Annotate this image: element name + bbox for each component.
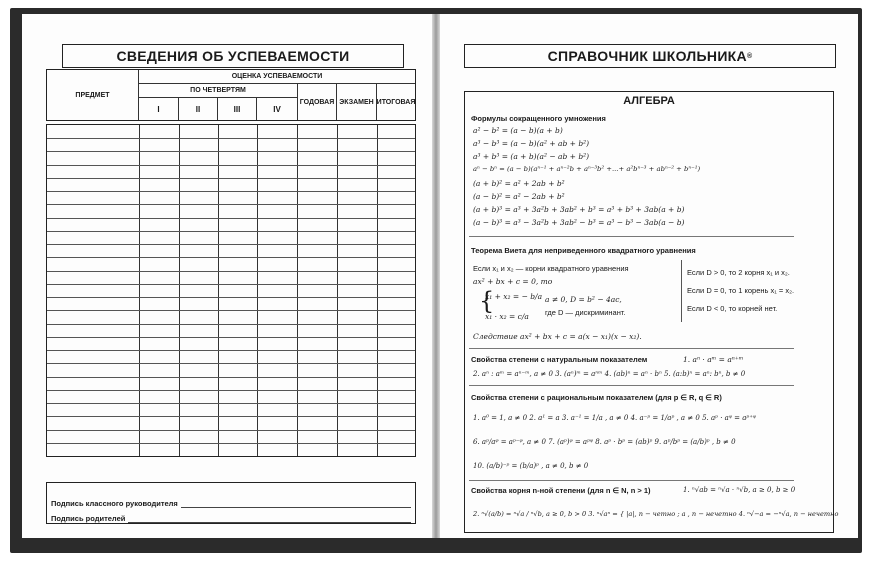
grid-row-line	[47, 151, 415, 152]
subject-header: ПРЕДМЕТ	[47, 70, 139, 120]
grid-row-line	[47, 310, 415, 311]
quarter-3: III	[218, 98, 257, 120]
final-header: ИТОГОВАЯ	[376, 98, 416, 106]
formula-7: (a + b)³ = a³ + 3a²b + 3ab² + b³ = a³ + b³ + 3ab(a + b)	[473, 205, 685, 214]
grid-row-line	[47, 231, 415, 232]
grid-row-line	[47, 377, 415, 378]
divider-4	[469, 480, 794, 481]
grid-column-line	[257, 125, 258, 456]
algebra-title: АЛГЕБРА	[623, 95, 675, 107]
vieta-sum: x₁ + x₂ = − b/a	[485, 292, 543, 301]
root-property-1: 1. ⁿ√ab = ⁿ√a · ⁿ√b, a ≥ 0, b ≥ 0	[683, 486, 796, 494]
parents-signature-line[interactable]	[128, 514, 411, 523]
grid-row-line	[47, 390, 415, 391]
vieta-divider	[681, 260, 682, 322]
teacher-signature-label: Подпись классного руководителя	[51, 499, 178, 508]
formula-1: a² − b² = (a − b)(a + b)	[473, 126, 563, 135]
grid-column-line	[218, 125, 219, 456]
vieta-discriminant: где D — дискриминант.	[545, 308, 626, 317]
right-page	[440, 14, 858, 538]
natural-power-1: 1. aⁿ · aᵐ = aⁿ⁺ᵐ	[683, 355, 744, 364]
grades-grid[interactable]	[46, 124, 416, 457]
grades-title: СВЕДЕНИЯ ОБ УСПЕВАЕМОСТИ	[62, 44, 404, 68]
parents-signature-label: Подпись родителей	[51, 514, 126, 523]
formula-2: a³ − b³ = (a − b)(a² + ab + b²)	[473, 139, 590, 148]
divider-2	[469, 348, 794, 349]
heading-natural-powers: Свойства степени с натуральным показателем	[471, 355, 648, 364]
algebra-panel	[464, 91, 839, 533]
vieta-line-1: Если x₁ и x₂ — корни квадратного уравнения	[473, 264, 629, 273]
heading-short-mult: Формулы сокращенного умножения	[471, 114, 606, 123]
vieta-corollary: Следствие ax² + bx + c = a(x − x₁)(x − x₂).	[473, 332, 642, 341]
grid-row-line	[47, 271, 415, 272]
quarter-1: I	[139, 98, 179, 120]
grid-row-line	[47, 297, 415, 298]
grid-column-line	[179, 125, 180, 456]
grid-row-line	[47, 218, 415, 219]
grid-row-line	[47, 244, 415, 245]
grid-row-line	[47, 337, 415, 338]
rational-powers-6-9: 6. aᵖ/aᵠ = aᵖ⁻ᵠ, a ≠ 0 7. (aᵖ)ᵠ = aᵖᵠ 8. aᵖ · bᵖ = (ab)ᵖ 9. aᵖ/bᵖ = (a/b)ᵖ , b ≠ 0	[473, 438, 736, 446]
divider-3	[469, 385, 794, 386]
left-page	[22, 14, 432, 538]
grid-row-line	[47, 138, 415, 139]
formula-6: (a − b)² = a² − 2ab + b²	[473, 192, 565, 201]
natural-powers-2-5: 2. aⁿ : aᵐ = aⁿ⁻ᵐ, a ≠ 0 3. (aⁿ)ᵐ = aⁿᵐ 4. (ab)ⁿ = aⁿ · bⁿ 5. (a:b)ⁿ = aⁿ: bⁿ, b ≠ 0	[473, 370, 746, 378]
vieta-condition: a ≠ 0, D = b² − 4ac,	[545, 295, 622, 304]
formula-3: a³ + b³ = (a + b)(a² − ab + b²)	[473, 152, 590, 161]
exam-header: ЭКЗАМЕН	[337, 84, 377, 120]
grid-row-line	[47, 204, 415, 205]
book-spine	[432, 14, 440, 538]
year-header: ГОДОВАЯ	[297, 84, 337, 120]
quarters-header: ПО ЧЕТВЕРТЯМ	[139, 84, 297, 98]
heading-vieta: Теорема Виета для неприведенного квадратного уравнения	[471, 246, 696, 255]
grid-row-line	[47, 324, 415, 325]
grid-row-line	[47, 284, 415, 285]
grid-column-line	[139, 125, 140, 456]
quarter-2: II	[179, 98, 218, 120]
rational-powers-1-5: 1. a⁰ = 1, a ≠ 0 2. a¹ = a 3. a⁻¹ = 1/a , a ≠ 0 4. a⁻ᵖ = 1/aᵖ , a ≠ 0 5. aᵖ · aᵠ = aᵖ⁺ᵠ	[473, 414, 756, 422]
vieta-brace: {	[479, 287, 495, 315]
signatures-box	[46, 482, 416, 524]
heading-rational-powers: Свойства степени с рациональным показателем (для p ∈ R, q ∈ R)	[471, 393, 722, 402]
registered-mark: ®	[746, 52, 753, 60]
grid-row-line	[47, 443, 415, 444]
quarter-4: IV	[273, 104, 281, 114]
root-properties-2-4: 2. ⁿ√(a/b) = ⁿ√a / ⁿ√b, a ≥ 0, b > 0 3. ⁿ√aⁿ = { |a|, n − четно ; a , n − нечетно 4. ⁿ√−a = −ⁿ√a, n − нечетно	[473, 510, 839, 518]
grid-row-line	[47, 257, 415, 258]
rational-power-10: 10. (a/b)⁻ᵖ = (b/a)ᵖ , a ≠ 0, b ≠ 0	[473, 462, 589, 470]
vieta-line-2: ax² + bx + c = 0, то	[473, 277, 553, 286]
d-zero: Если D = 0, то 1 корень x₁ = x₂.	[687, 286, 795, 295]
heading-roots: Свойства корня n-ной степени (для n ∈ N, n > 1)	[471, 486, 651, 495]
grid-row-line	[47, 191, 415, 192]
d-negative: Если D < 0, то корней нет.	[687, 304, 778, 313]
formula-4: aⁿ − bⁿ = (a − b)(aⁿ⁻¹ + aⁿ⁻²b + aⁿ⁻³b² +...+ a²bⁿ⁻³ + abⁿ⁻² + bⁿ⁻¹)	[473, 165, 701, 173]
grid-column-line	[377, 125, 378, 456]
grid-row-line	[47, 403, 415, 404]
formula-8: (a − b)³ = a³ − 3a²b + 3ab² − b³ = a³ − b³ − 3ab(a − b)	[473, 218, 685, 227]
grid-row-line	[47, 165, 415, 166]
grid-row-line	[47, 416, 415, 417]
reference-title	[464, 44, 836, 68]
grades-header-label: ОЦЕНКА УСПЕВАЕМОСТИ	[139, 70, 415, 84]
d-positive: Если D > 0, то 2 корня x₁ и x₂.	[687, 268, 790, 277]
divider-1	[469, 236, 794, 237]
grid-row-line	[47, 363, 415, 364]
grid-row-line	[47, 350, 415, 351]
reference-title-text: СПРАВОЧНИК ШКОЛЬНИКА	[547, 48, 747, 64]
grid-column-line	[337, 125, 338, 456]
vieta-product: x₁ · x₂ = c/a	[485, 312, 529, 321]
grid-column-line	[297, 125, 298, 456]
formula-5: (a + b)² = a² + 2ab + b²	[473, 179, 565, 188]
grades-header	[46, 69, 416, 121]
grid-row-line	[47, 178, 415, 179]
grid-row-line	[47, 430, 415, 431]
teacher-signature-line[interactable]	[181, 499, 411, 508]
